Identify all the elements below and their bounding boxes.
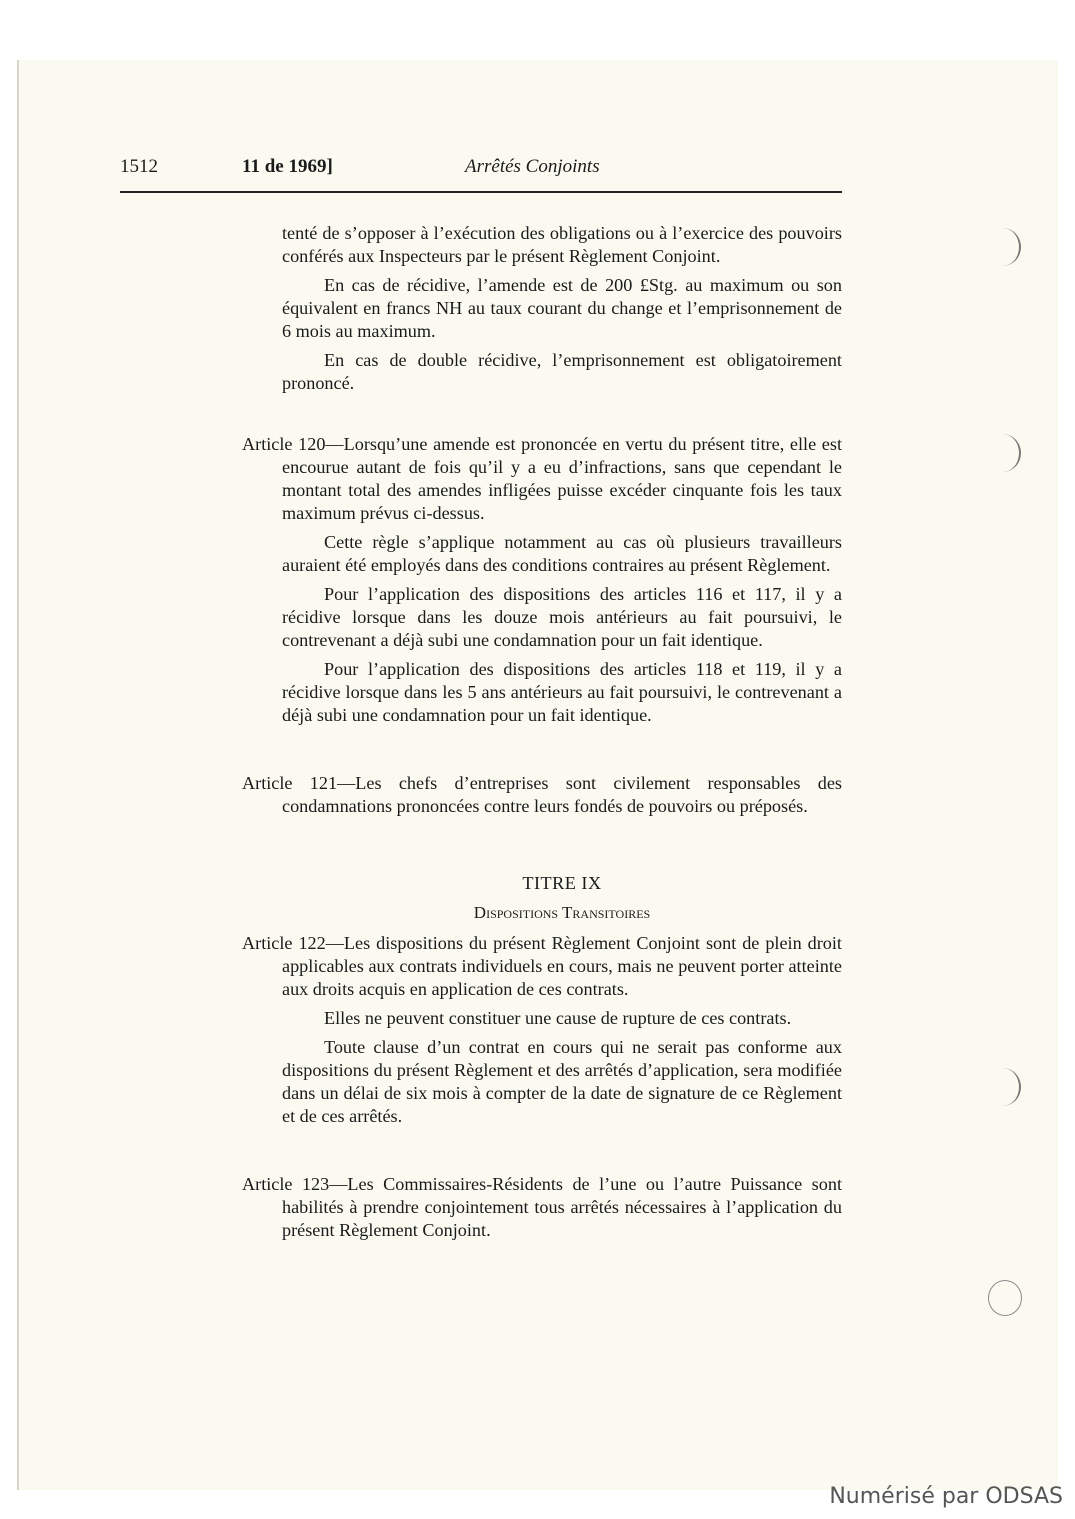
- header-title: Arrêtés Conjoints: [465, 156, 600, 177]
- article-121: Article 121—Les chefs d’entreprises sont civilement responsables des condamnations prononcées contre leurs fondés de pouvoirs ou préposés.: [242, 773, 842, 816]
- document-body: [242, 222, 842, 1242]
- section-subtitle: Dispositions Transitoires: [473, 903, 651, 922]
- paragraph: En cas de récidive, l’amende est de 200 £Stg. au maximum ou son équivalent en francs NH au taux courant du change et l’emprisonnement de 6 mois au maximum.: [282, 275, 842, 341]
- header-rule: [120, 191, 842, 193]
- article-122: Article 122—Les dispositions du présent Règlement Conjoint sont de plein droit applicables aux contrats individuels en cours, mais ne peuvent porter atteinte aux droits acquis en application de ces contrats.: [242, 933, 842, 999]
- paragraph: Elles ne peuvent constituer une cause de rupture de ces contrats.: [324, 1008, 792, 1028]
- page-header: [120, 156, 840, 182]
- article-123: Article 123—Les Commissaires-Résidents de l’une ou l’autre Puissance sont habilités à prendre conjointement tous arrêtés nécessaires à l’application du présent Règlement Conjoint.: [242, 1174, 842, 1240]
- header-year: 11 de 1969]: [242, 156, 333, 177]
- section-title: TITRE IX: [522, 873, 602, 893]
- punch-hole-mark: [988, 1280, 1022, 1316]
- punch-hole-mark: [985, 228, 1021, 266]
- digitization-watermark: Numérisé par ODSAS: [829, 1484, 1063, 1509]
- paragraph: Toute clause d’un contrat en cours qui ne serait pas conforme aux dispositions du présent Règlement et des arrêtés d’application, sera modifiée dans un délai de six mois à compter de la date de signature de ce Règlement et de ces arrêtés.: [282, 1037, 842, 1126]
- page-number: 1512: [120, 156, 158, 177]
- punch-hole-mark: [985, 1068, 1021, 1106]
- paragraph: Pour l’application des dispositions des articles 116 et 117, il y a récidive lorsque dans les douze mois antérieurs au fait poursuivi, le contrevenant a déjà subi une condamnation pour un fait identique.: [282, 584, 842, 650]
- page-edge: [17, 60, 19, 1490]
- paragraph: tenté de s’opposer à l’exécution des obligations ou à l’exercice des pouvoirs conférés aux Inspecteurs par le présent Règlement Conjoint.: [282, 223, 842, 266]
- paragraph: En cas de double récidive, l’emprisonnement est obligatoirement prononcé.: [282, 350, 842, 393]
- punch-hole-mark: [985, 434, 1021, 472]
- paragraph: Pour l’application des dispositions des articles 118 et 119, il y a récidive lorsque dans les 5 ans antérieurs au fait poursuivi, le contrevenant a déjà subi une condamnation pour un fait identique.: [282, 659, 842, 725]
- paragraph: Cette règle s’applique notamment au cas où plusieurs travailleurs auraient été employés dans des conditions contraires au présent Règlement.: [282, 532, 842, 575]
- article-120: Article 120—Lorsqu’une amende est prononcée en vertu du présent titre, elle est encourue autant de fois qu’il y a eu d’infractions, sans que cependant le montant total des amendes infligées puisse excéder cinquante fois les taux maximum prévus ci-dessus.: [242, 434, 842, 523]
